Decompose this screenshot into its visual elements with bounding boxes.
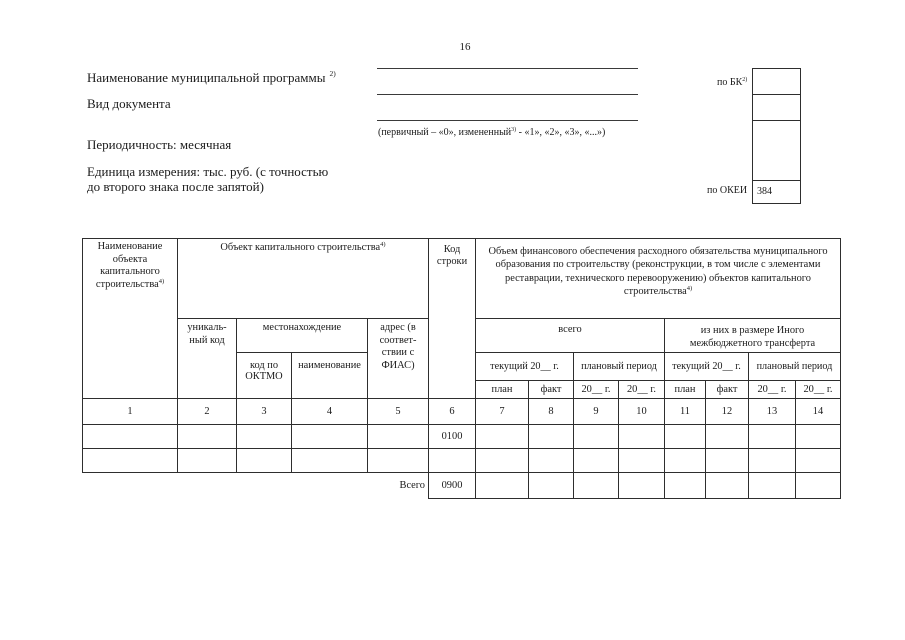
th-total-current-year	[475, 352, 574, 381]
footnote-ref: 4)	[380, 241, 386, 248]
th-unique-code	[177, 318, 237, 399]
th-text-line: образования по строительству (реконструкции, в том числе с элементами	[495, 259, 821, 271]
th-total-year-1: 20__ г.	[573, 380, 619, 399]
column-number-14: 14	[795, 398, 841, 425]
th-text: строительства	[95, 278, 159, 290]
table-cell	[664, 448, 706, 473]
periodicity-label: Периодичность: месячная	[87, 137, 232, 152]
th-transfer-plan: план	[664, 380, 706, 399]
table-cell	[236, 448, 292, 473]
table-cell	[748, 424, 796, 449]
th-text-line: из них в размере Иного	[700, 325, 805, 336]
th-total-planned-period	[573, 352, 665, 381]
doc-type-hint	[378, 127, 605, 139]
total-cell	[705, 472, 749, 499]
total-label: Всего	[399, 480, 425, 491]
table-cell	[82, 424, 178, 449]
th-text-line: ствии с	[381, 347, 415, 359]
doc-type-fill-line	[377, 120, 638, 121]
th-text-line: строки	[436, 256, 468, 267]
program-name-label-text: Наименование муниципальной программы	[87, 70, 326, 85]
doc-type-label: Вид документа	[87, 96, 171, 111]
th-location-name	[291, 352, 368, 399]
th-location-group	[236, 318, 368, 353]
th-text: Объект капитального строительства	[220, 242, 381, 253]
column-number-11: 11	[664, 398, 706, 425]
th-text-line: реставрации, технического перевооружению) объектов капитального	[505, 272, 811, 284]
table-cell	[475, 448, 529, 473]
th-text-line: капитального	[100, 266, 160, 277]
th-transfer-year-1: 20__ г.	[748, 380, 796, 399]
column-number-9: 9	[573, 398, 619, 425]
column-number-6: 6	[428, 398, 476, 425]
th-text-line: ОКТМО	[245, 371, 283, 382]
table-cell	[291, 448, 368, 473]
th-text-line: текущий 20__ г.	[490, 361, 559, 372]
th-text-line: Наименование	[97, 241, 163, 252]
table-cell	[177, 424, 237, 449]
column-number-10: 10	[618, 398, 665, 425]
row-code-cell	[428, 448, 476, 473]
table-cell	[367, 448, 429, 473]
code-box-cell	[752, 94, 801, 121]
table-cell	[795, 448, 841, 473]
column-number-7: 7	[475, 398, 529, 425]
column-number-4: 4	[291, 398, 368, 425]
table-cell	[291, 424, 368, 449]
total-cell	[748, 472, 796, 499]
table-cell	[177, 448, 237, 473]
th-total-year-2: 20__ г.	[618, 380, 665, 399]
table-cell	[748, 448, 796, 473]
th-text-line: наименование	[298, 360, 361, 371]
form-table	[82, 238, 841, 499]
th-text-line: уникаль-	[187, 322, 227, 333]
total-cell	[664, 472, 706, 499]
table-cell	[528, 448, 574, 473]
table-cell	[236, 424, 292, 449]
th-object-group	[177, 238, 429, 319]
th-oktmo-code	[236, 352, 292, 399]
bk-label	[717, 77, 747, 89]
code-box-cell	[752, 120, 801, 181]
table-cell	[367, 424, 429, 449]
column-number-12: 12	[705, 398, 749, 425]
column-number-2: 2	[177, 398, 237, 425]
th-total-fact: факт	[528, 380, 574, 399]
th-total-plan: план	[475, 380, 529, 399]
th-text-line: Объем финансового обеспечения расходного обязательства муниципального	[488, 246, 828, 257]
column-number-1: 1	[82, 398, 178, 425]
table-cell	[618, 424, 665, 449]
unit-label	[87, 164, 328, 194]
table-cell	[705, 448, 749, 473]
th-text-line: местонахождение	[262, 322, 342, 333]
table-cell	[573, 448, 619, 473]
th-text-line: плановый период	[756, 361, 833, 372]
total-row-code: 0900	[428, 472, 476, 499]
footnote-ref: 3)	[511, 127, 517, 133]
table-cell	[705, 424, 749, 449]
column-number-13: 13	[748, 398, 796, 425]
footnote-ref: 2)	[742, 77, 748, 83]
unit-label-line: Единица измерения: тыс. руб. (с точностью	[87, 164, 329, 179]
th-text-line: соответ-	[379, 334, 417, 346]
th-text-line: межбюджетного трансферта	[689, 338, 816, 349]
table-cell	[573, 424, 619, 449]
th-text-line: ФИАС)	[381, 360, 415, 372]
th-text-line: текущий 20__ г.	[672, 361, 741, 372]
th-text-line: плановый период	[581, 361, 657, 372]
table-cell	[618, 448, 665, 473]
th-text: строительства	[623, 285, 687, 297]
page-number: 16	[459, 41, 471, 53]
table-cell	[82, 448, 178, 473]
program-name-fill-line	[377, 94, 638, 95]
th-text-line: ный код	[189, 335, 225, 346]
doc-type-hint-suffix: - «1», «2», «3», «...»)	[516, 127, 606, 138]
th-finance-group	[475, 238, 841, 319]
th-text-line: объекта	[112, 253, 148, 265]
th-transfer-group	[664, 318, 841, 353]
total-cell	[475, 472, 529, 499]
bk-label-text: по БК	[717, 77, 743, 88]
footnote-ref: 4)	[158, 277, 165, 285]
table-cell	[795, 424, 841, 449]
total-cell	[618, 472, 665, 499]
fill-line-top	[377, 68, 638, 69]
th-text-line	[178, 242, 428, 255]
th-address	[367, 318, 429, 399]
th-text-line: Код	[443, 244, 461, 255]
footnote-ref: 2)	[329, 69, 336, 78]
table-cell	[528, 424, 574, 449]
th-text-line	[83, 279, 177, 292]
th-transfer-fact: факт	[705, 380, 749, 399]
table-cell	[664, 424, 706, 449]
program-name-label	[87, 70, 336, 85]
unit-label-line: до второго знака после запятой)	[87, 179, 264, 194]
th-text-line	[476, 285, 840, 298]
th-row-code	[428, 238, 476, 399]
footnote-ref: 4)	[686, 284, 693, 292]
total-cell	[795, 472, 841, 499]
th-transfer-year-2: 20__ г.	[795, 380, 841, 399]
th-object-name	[82, 238, 178, 399]
column-number-3: 3	[236, 398, 292, 425]
total-cell	[528, 472, 574, 499]
th-transfer-current-year	[664, 352, 749, 381]
th-text-line: адрес (в	[380, 322, 416, 333]
th-transfer-planned-period	[748, 352, 841, 381]
th-total-group	[475, 318, 665, 353]
doc-type-hint-prefix: (первичный – «0», измененный	[378, 127, 512, 138]
okei-label: по ОКЕИ	[707, 185, 748, 196]
total-cell	[573, 472, 619, 499]
row-code-cell: 0100	[428, 424, 476, 449]
okei-code-cell: 384	[752, 180, 801, 204]
th-text-line: всего	[558, 324, 582, 335]
column-number-8: 8	[528, 398, 574, 425]
column-number-5: 5	[367, 398, 429, 425]
th-text-line: код по	[249, 360, 279, 371]
bk-code-cell	[752, 68, 801, 95]
table-cell	[475, 424, 529, 449]
